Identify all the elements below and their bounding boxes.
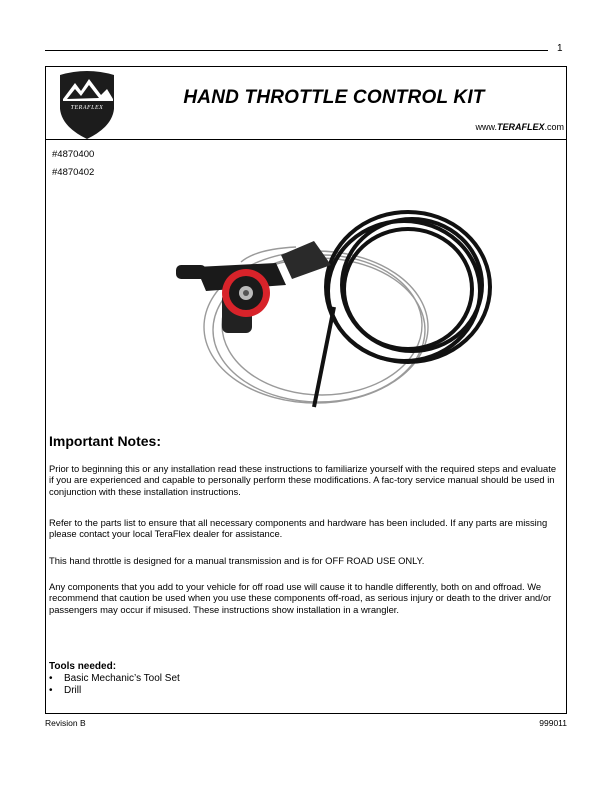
website-brand: TERAFLEX: [496, 122, 545, 132]
product-photo: [146, 167, 496, 435]
list-item: • Basic Mechanic’s Tool Set: [49, 673, 180, 685]
list-item: • Drill: [49, 685, 180, 697]
website-suffix: .com: [544, 122, 564, 132]
note-paragraph: Prior to beginning this or any installation read these instructions to familiarize yourself with the required steps and evaluate if you are experienced and capable to personally perform these modifications. A fac-tory service manual should be used in conjunction with these installation instructions.: [49, 463, 557, 497]
logo-text: TERAFLEX: [70, 105, 104, 111]
teraflex-logo: [57, 69, 117, 140]
note-paragraph: Refer to the parts list to ensure that all necessary components and hardware has been included. If any parts are missing please contact your local TeraFlex dealer for assistance.: [49, 517, 548, 540]
part-number-1: #4870400: [52, 149, 95, 160]
document-title: HAND THROTTLE CONTROL KIT: [183, 87, 485, 108]
note-paragraph: Any components that you add to your vehicle for off road use will cause it to handle differently, both on and offroad. We recommend that caution be used when you use these components off-road, as serious injury or death to the driver and/or passengers may occur if misused. These instructions show installation in a wrangler.: [49, 581, 552, 615]
hand-throttle-kit-image: [146, 167, 496, 435]
important-notes-heading: Important Notes:: [49, 433, 161, 449]
top-rule: [45, 50, 548, 51]
revision-label: Revision B: [45, 718, 86, 728]
website-prefix: www.: [475, 122, 497, 132]
tools-list: [49, 673, 180, 696]
website-link[interactable]: [475, 122, 564, 132]
note-paragraph: This hand throttle is designed for a manual transmission and is for OFF ROAD USE ONLY.: [49, 555, 425, 566]
header-band: [46, 67, 566, 140]
part-number-2: #4870402: [52, 167, 95, 178]
tools-needed-heading: Tools needed:: [49, 661, 117, 672]
document-frame: [45, 66, 567, 714]
page-number: 1: [557, 43, 563, 54]
document-number: 999011: [539, 718, 567, 728]
